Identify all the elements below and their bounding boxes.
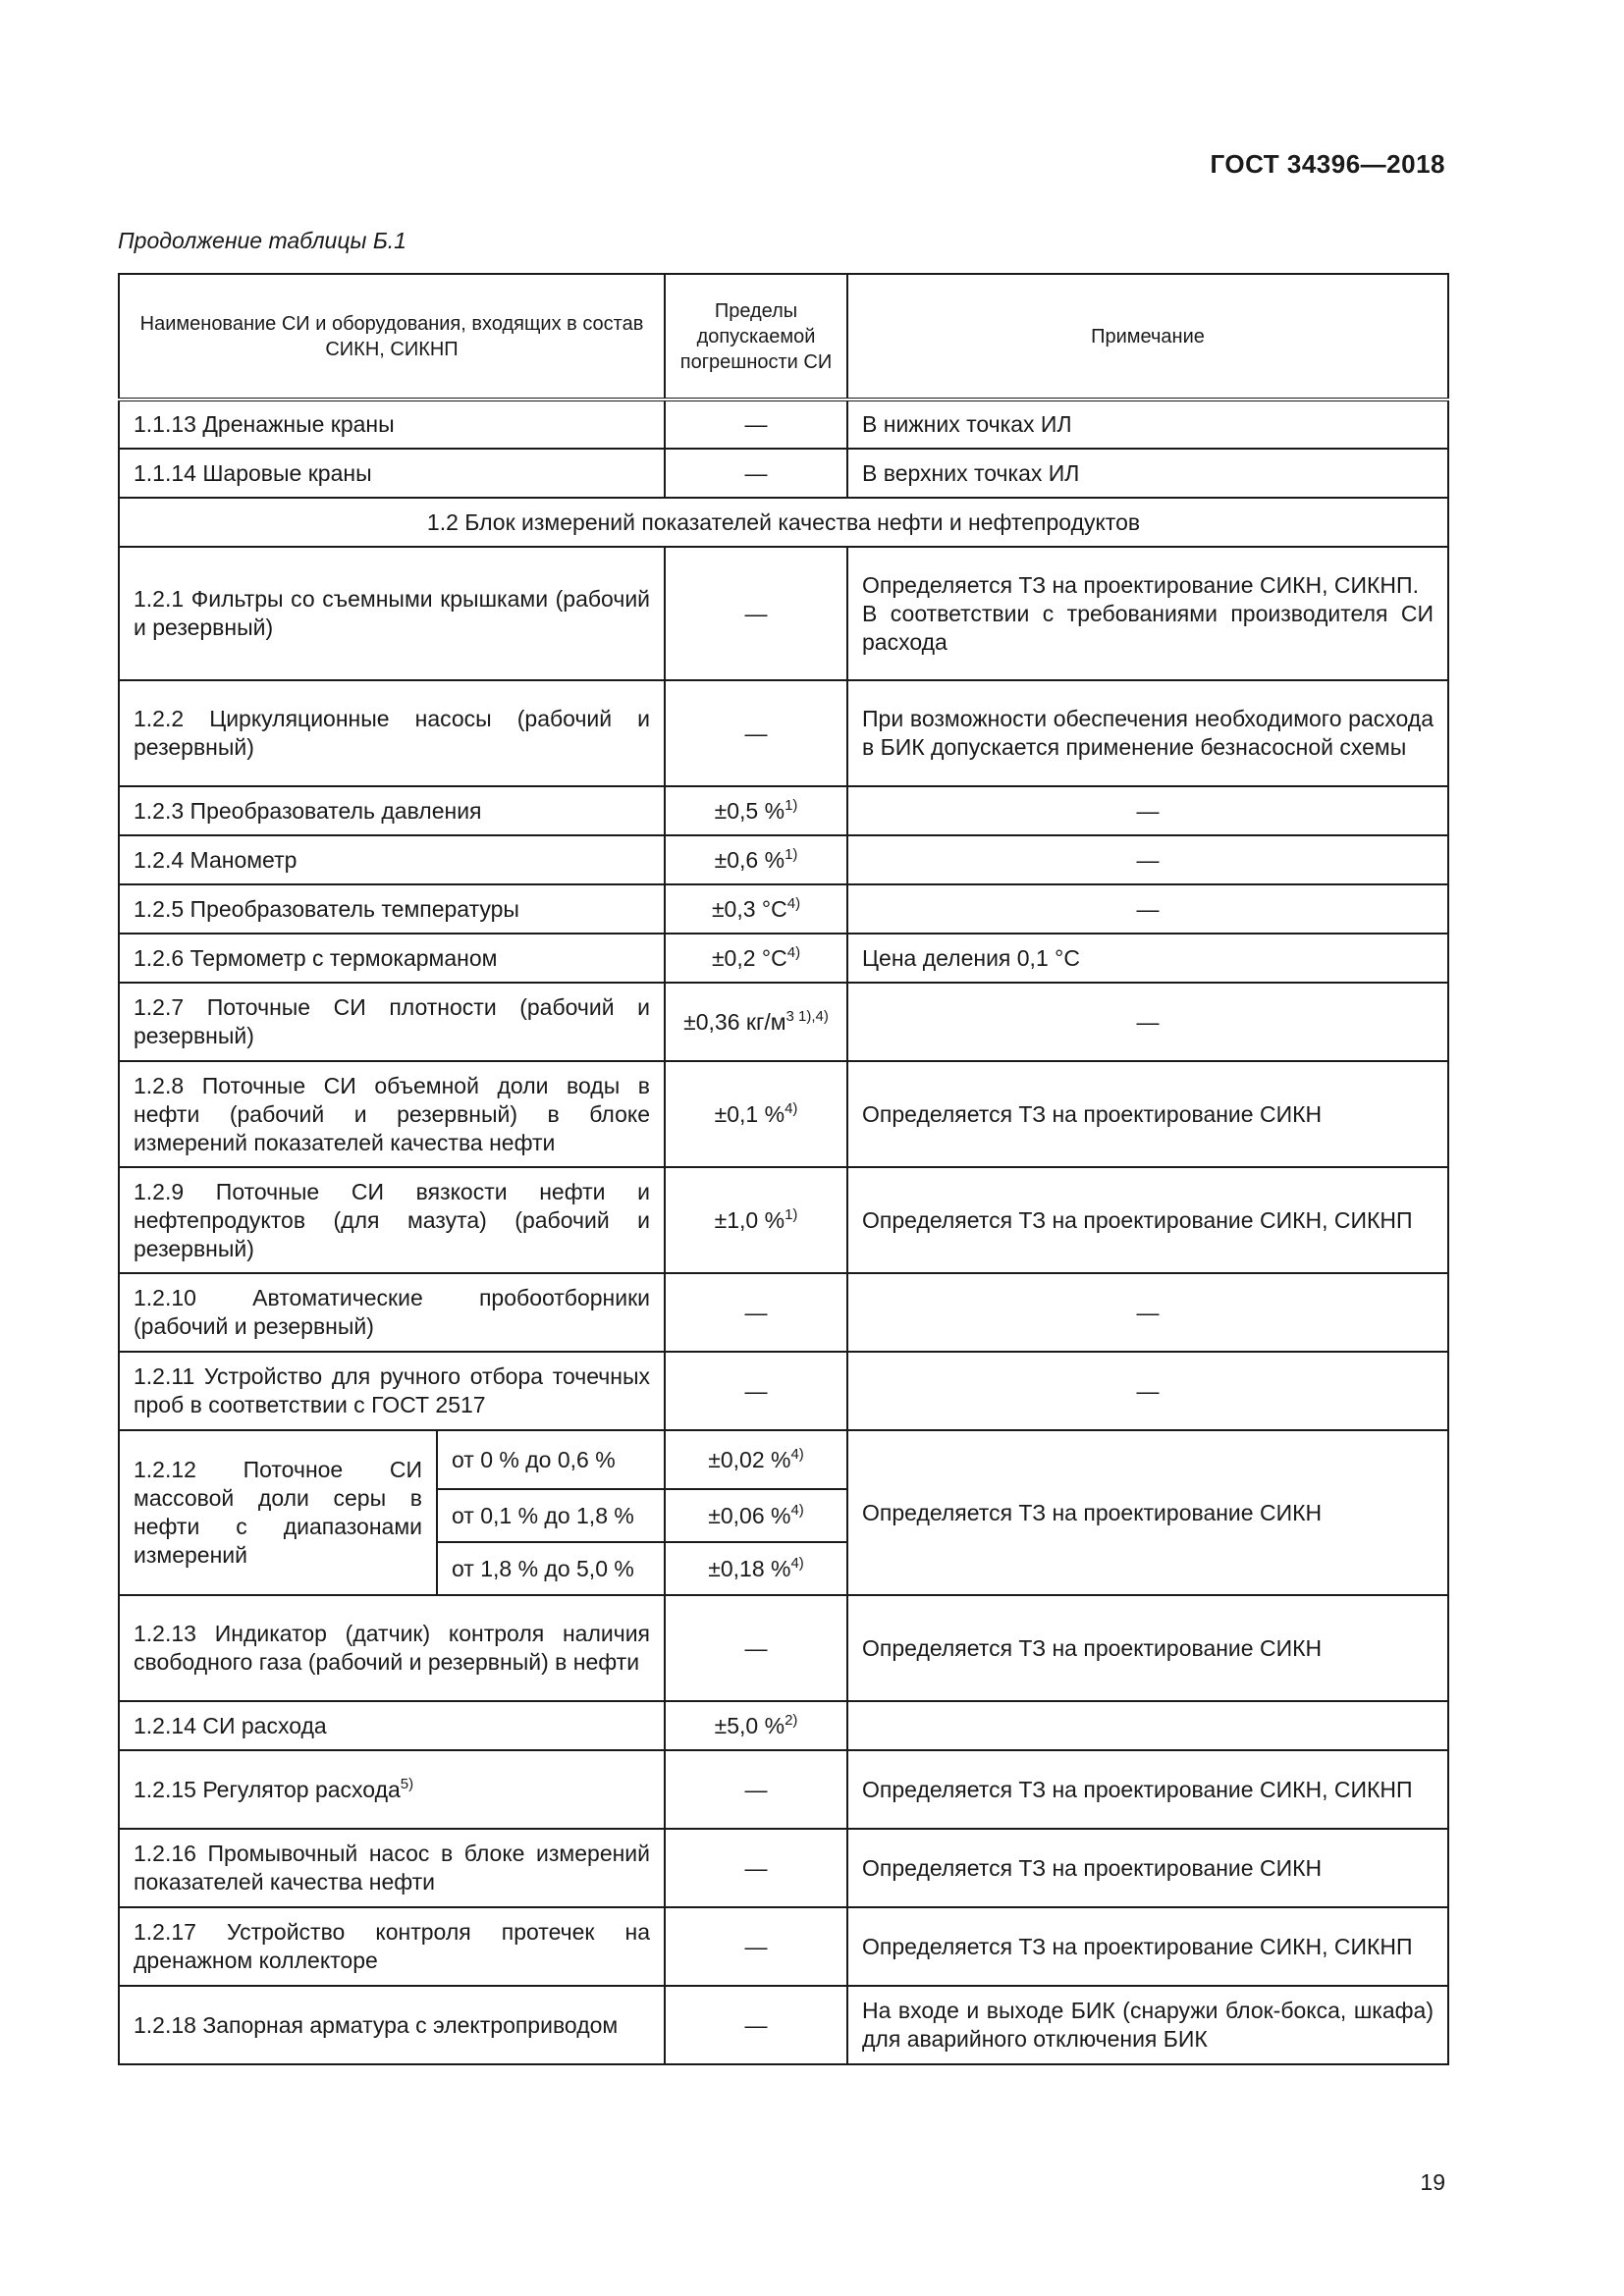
row-name: 1.2.18 Запорная арматура с электроприводом xyxy=(119,1986,665,2064)
table-row xyxy=(119,449,1448,498)
table-row xyxy=(119,983,1448,1061)
row-note: — xyxy=(847,1273,1448,1352)
row-value: — xyxy=(665,1273,847,1352)
row-note: — xyxy=(847,983,1448,1061)
row-name: 1.2.9 Поточные СИ вязкости нефти и нефтепродуктов (для мазута) (рабочий и резервный) xyxy=(119,1167,665,1273)
footnote-ref: 1) xyxy=(785,796,798,814)
row-note: Определяется ТЗ на проектирование СИКН, СИКНП xyxy=(847,1907,1448,1986)
row-name: 1.2.4 Манометр xyxy=(119,835,665,884)
footnote-ref: 3 1),4) xyxy=(785,1007,829,1025)
table-row xyxy=(119,786,1448,835)
table-row xyxy=(119,400,1448,449)
row-value xyxy=(665,983,847,1061)
value-text: ±0,18 % xyxy=(708,1555,791,1581)
row-value xyxy=(665,1167,847,1273)
row-name xyxy=(119,1750,665,1829)
equipment-table xyxy=(118,273,1449,2065)
footnote-ref: 1) xyxy=(785,845,798,863)
row-note xyxy=(847,1701,1448,1750)
header-note: Примечание xyxy=(847,274,1448,400)
footnote-ref: 5) xyxy=(400,1775,414,1792)
row-name: 1.2.11 Устройство для ручного отбора точечных проб в соответствии с ГОСТ 2517 xyxy=(119,1352,665,1430)
table-row xyxy=(119,1750,1448,1829)
row-name: 1.2.5 Преобразователь температуры xyxy=(119,884,665,934)
value-text: ±0,06 % xyxy=(708,1502,791,1528)
header-limits: Пределы допускаемой погрешности СИ xyxy=(665,274,847,400)
row-note: — xyxy=(847,786,1448,835)
row-value xyxy=(665,934,847,983)
table-row xyxy=(119,1829,1448,1907)
row-note: Цена деления 0,1 °С xyxy=(847,934,1448,983)
table-row xyxy=(119,1167,1448,1273)
row-note: Определяется ТЗ на проектирование СИКН, СИКНП xyxy=(847,1750,1448,1829)
footnote-ref: 4) xyxy=(790,1554,804,1572)
row-note: — xyxy=(847,835,1448,884)
section-title: 1.2 Блок измерений показателей качества нефти и нефтепродуктов xyxy=(119,498,1448,547)
table-row xyxy=(119,1595,1448,1701)
row-note-line: Определяется ТЗ на проектирование СИКН, СИКНП. xyxy=(862,571,1419,598)
table-row xyxy=(119,1907,1448,1986)
row-note: Определяется ТЗ на проектирование СИКН, СИКНП xyxy=(847,1167,1448,1273)
table-row xyxy=(119,1986,1448,2064)
table-row xyxy=(119,835,1448,884)
table-row xyxy=(119,1701,1448,1750)
row-value: — xyxy=(665,547,847,680)
footnote-ref: 2) xyxy=(785,1711,798,1729)
row-note: Определяется ТЗ на проектирование СИКН xyxy=(847,1061,1448,1167)
row-name: 1.2.8 Поточные СИ объемной доли воды в нефти (рабочий и резервный) в блоке измерений показателей качества нефти xyxy=(119,1061,665,1167)
footnote-ref: 4) xyxy=(790,1501,804,1519)
row-note: В нижних точках ИЛ xyxy=(847,400,1448,449)
row-name: 1.2.3 Преобразователь давления xyxy=(119,786,665,835)
value-text: ±0,3 °С xyxy=(711,895,787,922)
value-text: ±5,0 % xyxy=(714,1712,785,1738)
row-note: Определяется ТЗ на проектирование СИКН xyxy=(847,1595,1448,1701)
table-header-row xyxy=(119,274,1448,400)
value-text: ±1,0 % xyxy=(714,1206,785,1233)
footnote-ref: 4) xyxy=(786,894,801,912)
footnote-ref: 4) xyxy=(790,1445,804,1463)
value-text: ±0,1 % xyxy=(714,1100,785,1127)
row-value: — xyxy=(665,1750,847,1829)
row-value: — xyxy=(665,1986,847,2064)
row-note: При возможности обеспечения необходимого расхода в БИК допускается применение безнасосной схемы xyxy=(847,680,1448,786)
row-value: — xyxy=(665,1352,847,1430)
row-name: 1.2.6 Термометр с термокарманом xyxy=(119,934,665,983)
header-name: Наименование СИ и оборудования, входящих в состав СИКН, СИКНП xyxy=(119,274,665,400)
row-note: В верхних точках ИЛ xyxy=(847,449,1448,498)
row-name: 1.2.7 Поточные СИ плотности (рабочий и резервный) xyxy=(119,983,665,1061)
table-row xyxy=(119,934,1448,983)
table-caption: Продолжение таблицы Б.1 xyxy=(118,228,406,253)
footnote-ref: 4) xyxy=(785,1099,798,1117)
table-row xyxy=(119,1273,1448,1352)
row-name: 1.1.13 Дренажные краны xyxy=(119,400,665,449)
row-name-text: 1.2.15 Регулятор расхода xyxy=(134,1776,401,1802)
page-number: 19 xyxy=(1420,2169,1445,2195)
section-row xyxy=(119,498,1448,547)
range-label: от 1,8 % до 5,0 % xyxy=(437,1542,665,1595)
row-note-line: В соответствии с требованиями производителя СИ расхода xyxy=(862,600,1435,655)
row-value xyxy=(665,1701,847,1750)
row-name: 1.2.10 Автоматические пробоотборники (рабочий и резервный) xyxy=(119,1273,665,1352)
row-note: — xyxy=(847,884,1448,934)
table-row xyxy=(119,547,1448,680)
row-value: — xyxy=(665,1907,847,1986)
row-value xyxy=(665,786,847,835)
row-note: Определяется ТЗ на проектирование СИКН xyxy=(847,1430,1448,1595)
row-value xyxy=(665,884,847,934)
row-value xyxy=(665,1542,847,1595)
row-name: 1.2.17 Устройство контроля протечек на дренажном коллекторе xyxy=(119,1907,665,1986)
row-name: 1.1.14 Шаровые краны xyxy=(119,449,665,498)
row-value: — xyxy=(665,1595,847,1701)
footnote-ref: 4) xyxy=(786,943,801,961)
document-designation: ГОСТ 34396—2018 xyxy=(1210,149,1445,179)
row-name: 1.2.12 Поточное СИ массовой доли серы в нефти с диапазонами измерений xyxy=(119,1430,437,1595)
value-text: ±0,5 % xyxy=(714,797,785,824)
value-text: ±0,2 °С xyxy=(711,944,787,971)
row-name: 1.2.1 Фильтры со съемными крышками (рабочий и резервный) xyxy=(119,547,665,680)
range-label: от 0,1 % до 1,8 % xyxy=(437,1489,665,1542)
row-value xyxy=(665,1430,847,1489)
row-note: На входе и выходе БИК (снаружи блок-бокса, шкафа) для аварийного отключения БИК xyxy=(847,1986,1448,2064)
footnote-ref: 1) xyxy=(785,1205,798,1223)
range-label: от 0 % до 0,6 % xyxy=(437,1430,665,1489)
row-name: 1.2.16 Промывочный насос в блоке измерений показателей качества нефти xyxy=(119,1829,665,1907)
row-value xyxy=(665,1061,847,1167)
row-value xyxy=(665,1489,847,1542)
value-text: ±0,36 кг/м xyxy=(683,1008,786,1035)
row-name: 1.2.14 СИ расхода xyxy=(119,1701,665,1750)
row-value xyxy=(665,835,847,884)
value-text: ±0,02 % xyxy=(708,1446,791,1472)
value-text: ±0,6 % xyxy=(714,846,785,873)
table-row xyxy=(119,680,1448,786)
row-value: — xyxy=(665,400,847,449)
row-note xyxy=(847,547,1448,680)
table-row xyxy=(119,1061,1448,1167)
row-name: 1.2.2 Циркуляционные насосы (рабочий и резервный) xyxy=(119,680,665,786)
row-note: — xyxy=(847,1352,1448,1430)
row-note: Определяется ТЗ на проектирование СИКН xyxy=(847,1829,1448,1907)
table-row xyxy=(119,1352,1448,1430)
row-value: — xyxy=(665,449,847,498)
row-name: 1.2.13 Индикатор (датчик) контроля наличия свободного газа (рабочий и резервный) в нефти xyxy=(119,1595,665,1701)
table-row xyxy=(119,1430,1448,1489)
row-value: — xyxy=(665,680,847,786)
row-value: — xyxy=(665,1829,847,1907)
table-row xyxy=(119,884,1448,934)
